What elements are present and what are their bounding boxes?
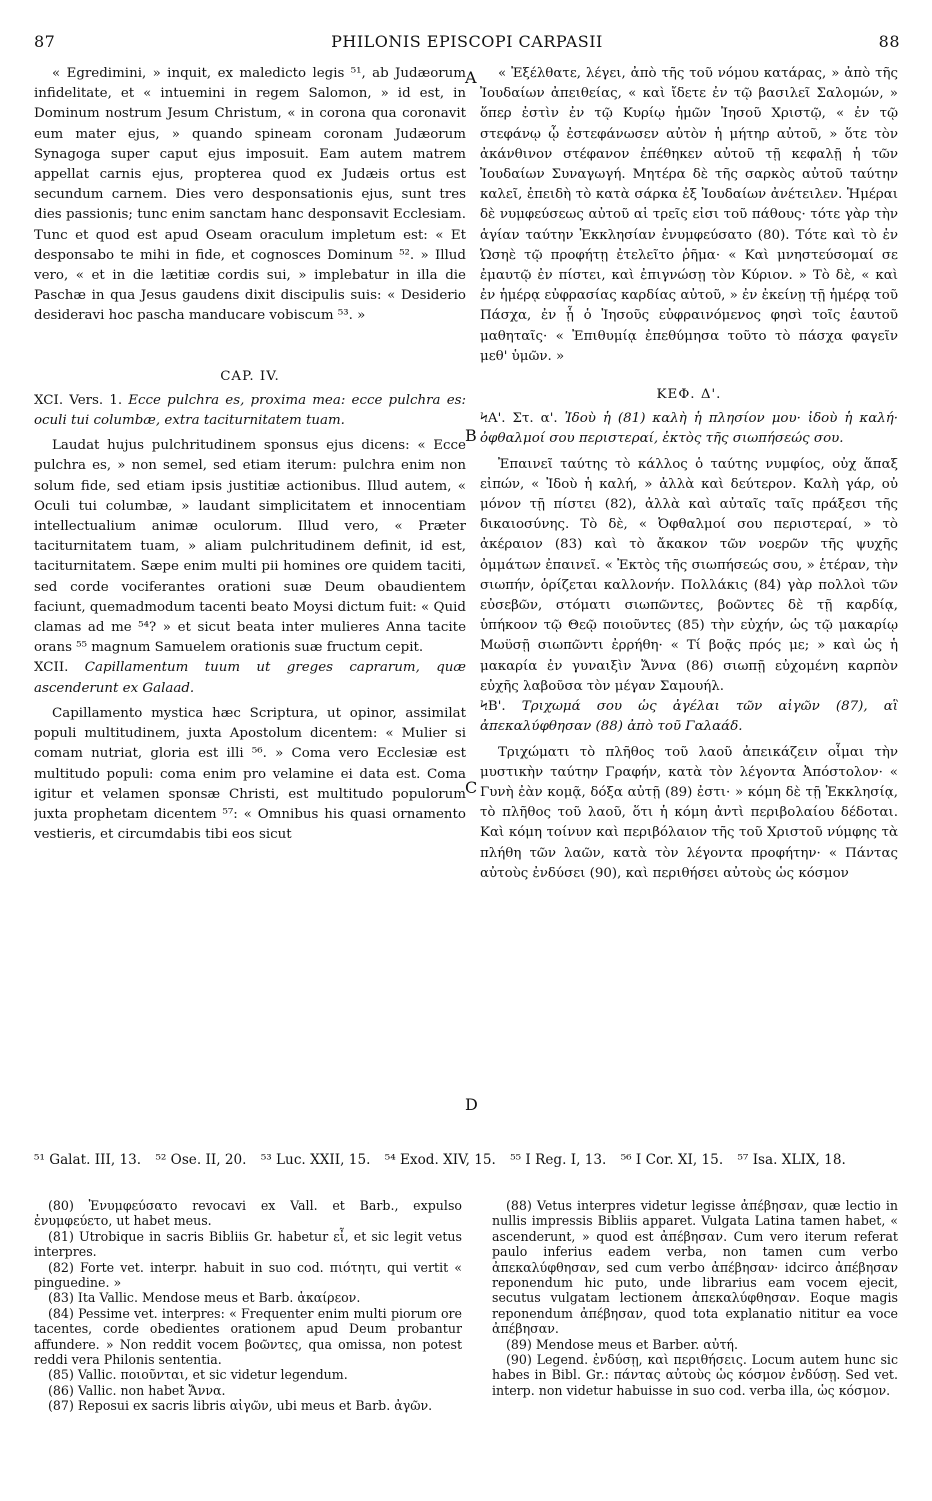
notes-left-column [34, 1198, 462, 1494]
margin-letter-b: B [465, 426, 477, 445]
reference: ⁵⁵ I Reg. I, 13. [510, 1152, 607, 1168]
margin-letter-c: C [465, 778, 478, 797]
greek-paragraph-3: Τριχώματι τὸ πλῆθος τοῦ λαοῦ ἀπεικάζειν οἶμαι τὴν μυστικὴν ταύτην Γραφήν, κατὰ τὸν λέγοντα Ἀπόστολον· « Γυνὴ ἐὰν κομᾷ, δόξα αὐτῇ (89) ἐστι· » κόμη δὲ τῇ Ἐκκλησίᾳ, τὸ πλῆθος τοῦ λαοῦ, ὅτι ἡ κόμη ἀντὶ περιβολαίου δέδοται. Καὶ κόμη τοίνυν καὶ περιβόλαιον τῆς τοῦ Χριστοῦ νύμφης τὰ πλήθη τῶν λαῶν, κατὰ τὸν λέγοντα προφήτην· « Πάντας αὐτοὺς ἐνδύσει (90), καὶ περιθήσει αὐτοὺς ὡς κόσμον [480, 744, 898, 881]
running-head: PHILONIS EPISCOPI CARPASII [331, 32, 603, 51]
page-number-right: 88 [878, 32, 900, 51]
latin-verse-1-text: Ecce pulchra es, proxima mea: ecce pulchra es: oculi tui columbæ, extra taciturnitatem tuam. [34, 392, 466, 429]
footnote: (82) Forte vet. interpr. habuit in suo cod. πιότητι, qui vertit « pinguedine. » [34, 1259, 462, 1291]
reference: ⁵¹ Galat. III, 13. [34, 1152, 142, 1168]
footnote: (81) Utrobique in sacris Bibliis Gr. habetur εἶ, et sic legit vetus interpres. [34, 1228, 462, 1260]
footnote: (87) Reposui ex sacris libris αἰγῶν, ubi meus et Barb. ἀγῶν. [48, 1398, 433, 1414]
latin-paragraph-1: « Egredimini, » inquit, ex maledicto legis ⁵¹, ab Judæorum infidelitate, et « intuemini in regem Salomon, » id est, in Dominum nostrum Jesum Christum, « in corona qua coronavit eum mater ejus, » quando spineam coronam Judæorum Synagoga super caput ejus imposuit. Eam autem matrem appellat carnis ejus, propterea quod ex Judæis ortus est secundum carnem. Dies vero desponsationis ejus, sunt tres dies passionis; tunc enim sanctam hanc desponsavit Ecclesiam. Tunc et quod est apud Oseam oraculum impletum est: « Et desponsabo te mihi in fide, et cognosces Dominum ⁵². » Illud vero, « et in die lætitiæ cordis sui, » implebatur in illa die Paschæ in qua Jesus gaudens dixit discipulis suis: « Desiderio desideravi hoc pascha manducare vobiscum ⁵³. » [34, 66, 466, 324]
latin-verse-1 [34, 391, 466, 431]
latin-verse-2-number: XCII. [34, 660, 69, 676]
margin-letter-d: D [465, 1095, 478, 1114]
latin-verse-1-number: XCI. Vers. 1. [34, 392, 123, 408]
footnote: (84) Pessime vet. interpres: « Frequenter enim multi piorum ore tacentes, corde obedientes orationem apud Deum probantur affundere. » Non reddit vocem βοῶντες, qua omissa, non potest reddi vera Philonis sententia. [34, 1305, 462, 1368]
greek-paragraph-2: Ἐπαινεῖ ταύτης τὸ κάλλος ὁ ταύτης νυμφίος, οὐχ ἅπαξ εἰπών, « Ἰδοὺ ἡ καλή, » ἀλλὰ καὶ δεύτερον. Καλὴ γάρ, οὐ μόνον τῇ πίστει (82), ἀλλὰ καὶ αὐταῖς ταῖς πράξεσι τῆς δικαιοσύνης. Τὸ δὲ, « Ὀφθαλμοί σου περιστεραί, » τὸ ἀκέραιον (83) καὶ τὸ ἄκακον τῶν νοερῶν τῆς ψυχῆς ὀμμάτων ἐπαινεῖ. « Ἐκτὸς τῆς σιωπήσεώς σου, » ἑτέραν, τὴν σιωπήν, ὁρίζεται καλλονήν. Πολλάκις (84) γὰρ πολλοὶ τῶν εὐσεβῶν, στόματι σιωπῶντες, βοῶντες δὲ τῇ καρδίᾳ, ὑπήκοον τῷ Θεῷ ποιοῦντες (85) τὴν εὐχήν, ὡς τῷ μακαρίῳ Μωϋσῇ σιωπῶντι ἐρρήθη· « Τί βοᾷς πρός με; » καὶ ὡς ἡ μακαρία ἐν γυναιξὶν Ἄννα (86) σιωπῇ εὐχομένη καρπὸν εὐχῆς λαβοῦσα τὸν μέγαν Σαμουήλ. [480, 456, 898, 694]
footnote: (86) Vallic. non habet Ἄννα. [48, 1382, 226, 1398]
greek-column [480, 64, 898, 1136]
footnote: (80) Ἐνυμφεύσατο revocavi ex Vall. et Barb., expulso ἐνυμφεύετο, ut habet meus. [34, 1198, 462, 1229]
reference: ⁵³ Luc. XXII, 15. [260, 1152, 371, 1168]
footnote: (83) Ita Vallic. Mendose meus et Barb. ἀκαίρεον. [48, 1290, 361, 1306]
page-number-left: 87 [34, 32, 56, 51]
latin-chapter-heading: CAP. IV. [220, 368, 280, 384]
greek-chapter-heading: ΚΕΦ. Δ'. [656, 387, 722, 403]
margin-letter-a: A [465, 68, 477, 87]
reference: ⁵⁷ Isa. XLIX, 18. [737, 1152, 846, 1168]
greek-paragraph-1: « Ἐξέλθατε, λέγει, ἀπὸ τῆς τοῦ νόμου κατάρας, » ἀπὸ τῆς Ἰουδαίων ἀπειθείας, « καὶ ἴδετε ἐν τῷ βασιλεῖ Σαλομών, » ὅπερ ἐστὶν ἐν τῷ Κυρίῳ ἡμῶν Ἰησοῦ Χριστῷ, « ἐν τῷ στεφάνῳ ᾧ ἐστεφάνωσεν αὐτὸν ἡ μήτηρ αὐτοῦ, » ὅτε τὸν ἀκάνθινον στέφανον ἐπέθηκεν αὐτοῦ τῇ κεφαλῇ ἡ τῶν Ἰουδαίων Συναγωγή. Μητέρα δὲ τῆς σαρκὸς αὐτοῦ ταύτην καλεῖ, ἐπειδὴ τὸ κατὰ σάρκα ἐξ Ἰουδαίων ἀνέτειλεν. Ἡμέραι δὲ νυμφεύσεως αὐτοῦ αἱ τρεῖς εἰσι τοῦ πάθους· τότε γὰρ τὴν ἁγίαν ταύτην Ἐκκλησίαν ἐνυμφεύσατο (80). Τότε καὶ τὸ ἐν Ὡσηὲ τῷ προφήτῃ ἐτελεῖτο ῥῆμα· « Καὶ μνηστεύσομαί σε ἐμαυτῷ ἐν πίστει, καὶ ἐπιγνώσῃ τὸν Κύριον. » Τὸ δὲ, « καὶ ἐν ἡμέρᾳ εὐφρασίας καρδίας αὐτοῦ, » ἐν ἐκείνῃ τῇ ἡμέρᾳ τοῦ Πάσχα, ἐν ᾗ ὁ Ἰησοῦς εὐφραινόμενος φησὶ τοῖς ἑαυτοῦ μαθηταῖς· « Ἐπιθυμίᾳ ἐπεθύμησα τοῦτο τὸ πάσχα φαγεῖν μεθ' ὑμῶν. » [480, 66, 898, 364]
latin-paragraph-2: Laudat hujus pulchritudinem sponsus ejus dicens: « Ecce pulchra es, » non semel, sed etiam iterum: pulchra enim non solum fide, sed etiam ipsis justitiæ actionibus. Illud autem, « Oculi tui columbæ, » laudant simplicitatem et innocentiam intellectualium animæ oculorum. Illud vero, « Præter taciturnitatem tuam, » aliam pulchritudinem definit, id est, taciturnitatem. Sæpe enim multi pii homines ore quidem taciti, sed corde vociferantes orationi suæ Deum obaudientem faciunt, quemadmodum tacenti beato Moysi dictum fuit: « Quid clamas ad me ⁵⁴? » et sicut beata inter mulieres Anna tacite orans ⁵⁵ magnum Samuelem orationis suæ fructum cepit. [34, 438, 466, 656]
greek-verse-2-number: ϞΒ'. [480, 699, 506, 715]
greek-verse-2 [480, 697, 898, 737]
latin-verse-2-text: Capillamentum tuum ut greges caprarum, quæ ascenderunt ex Galaad. [34, 660, 466, 696]
footnote: (88) Vetus interpres videtur legisse ἀπέβησαν, quæ lectio in nullis impressis Bibliis apparet. Vulgata Latina tamen habet, « ascenderunt, » quod est ἀπέβησαν. Cum vero iterum referat paulo inferius eadem verba, non tamen cum verbo ἀπεκαλύφθησαν, sed cum verbo ἀπέβησαν· idcirco ἀπέβησαν reponendum hic puto, unde librarius eam vocem ejecit, secutus vulgatam lectionem ἀπεκαλύφθησαν. Eoque magis reponendum ἀπέβησαν, quod tota explanatio nititur ea voce ἀπέβησαν. [492, 1198, 898, 1337]
greek-verse-1 [480, 409, 898, 449]
page-header [34, 32, 900, 54]
footnote: (85) Vallic. ποιοῦνται, et sic videtur legendum. [48, 1367, 348, 1383]
reference: ⁵² Ose. II, 20. [155, 1152, 247, 1168]
latin-paragraph-3: Capillamento mystica hæc Scriptura, ut opinor, assimilat populi multitudinem, juxta Apostolum dicentem: « Mulier si comam nutriat, gloria est illi ⁵⁶. » Coma vero Ecclesiæ est multitudo populi: coma enim pro velamine ei data est. Coma igitur et velamen sponsæ Christi, est multitudo populorum juxta prophetam dicentem ⁵⁷: « Omnibus his quasi ornamento vestieris, et circumdabis tibi eos sicut [34, 705, 466, 843]
notes-right-column [492, 1198, 898, 1494]
footnote: (89) Mendose meus et Barber. αὐτή. [506, 1336, 738, 1352]
latin-verse-2 [34, 658, 466, 698]
scripture-references [34, 1150, 900, 1194]
greek-verse-2-text: Τριχωμά σου ὡς ἀγέλαι τῶν αἰγῶν (87), αἳ ἀπεκαλύφθησαν (88) ἀπὸ τοῦ Γαλαάδ. [480, 699, 898, 735]
footnote: (90) Legend. ἐνδύσῃ, καὶ περιθήσεις. Locum autem hunc sic habes in Bibl. Gr.: πάντας αὐτοὺς ὡς κόσμον ἐνδύσῃ. Sed vet. interp. non videtur habuisse in suo cod. verba illa, ὡς κόσμον. [492, 1352, 898, 1398]
greek-verse-1-text: Ἰδοὺ ἡ (81) καλὴ ἡ πλησίον μου· ἰδοὺ ἡ καλή· ὀφθαλμοί σου περιστεραί, ἐκτὸς τῆς σιωπήσεώς σου. [480, 411, 898, 447]
reference: ⁵⁴ Exod. XIV, 15. [384, 1152, 496, 1168]
latin-column [34, 64, 466, 1136]
greek-verse-1-number: ϞΑ'. Στ. α'. [480, 411, 558, 427]
reference: ⁵⁶ I Cor. XI, 15. [620, 1152, 724, 1168]
